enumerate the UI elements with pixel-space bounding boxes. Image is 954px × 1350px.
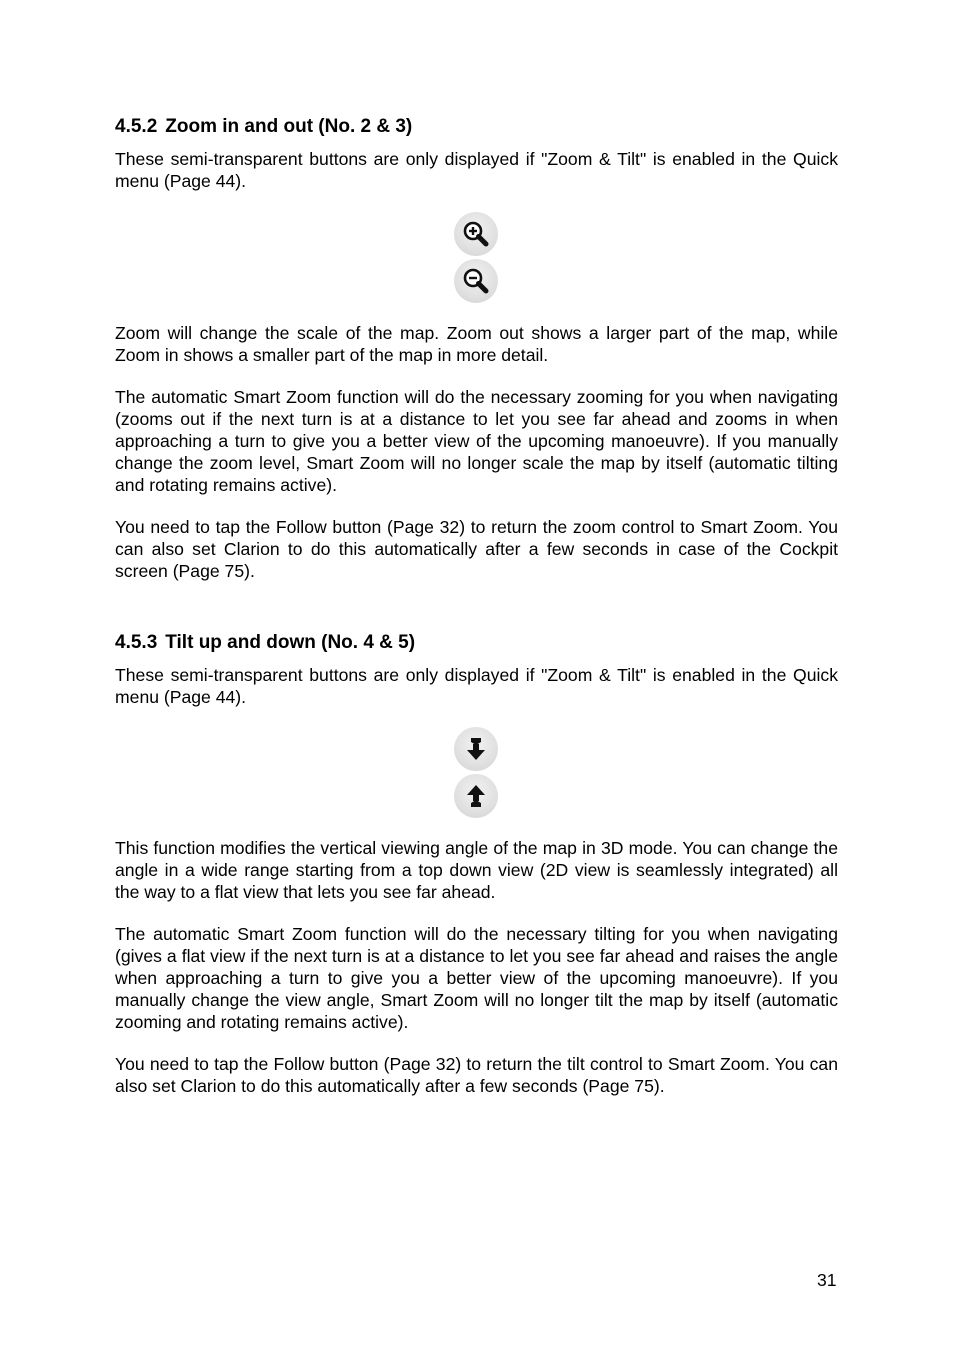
tilt-paragraph-2: The automatic Smart Zoom function will do the necessary tilting for you when navigating (gives a flat view if the next turn is at a distance to let you see far ahead and raises the angle when approaching a turn to give you a better view of the upcoming manoeuvre). If you manually change the view angle, Smart Zoom will no longer tilt the map by itself (automatic zooming and rotating remains active). — [115, 924, 838, 1032]
tilt-buttons-illustration — [454, 727, 500, 821]
section-number: 4.5.3 — [115, 632, 158, 653]
zoom-paragraph-3: You need to tap the Follow button (Page 32) to return the zoom control to Smart Zoom. You can also set Clarion to do this automatically after a few seconds in case of the Cockpit screen (Page 75). — [115, 517, 838, 581]
zoom-paragraph-1: Zoom will change the scale of the map. Zoom out shows a larger part of the map, while Zoom in shows a smaller part of the map in more detail. — [115, 323, 838, 365]
tilt-intro-paragraph: These semi-transparent buttons are only displayed if "Zoom & Tilt" is enabled in the Quick menu (Page 44). — [115, 665, 838, 707]
zoom-buttons-illustration — [454, 212, 500, 306]
page-number: 31 — [817, 1270, 837, 1290]
section-heading-zoom — [115, 115, 838, 139]
zoom-intro-paragraph: These semi-transparent buttons are only displayed if "Zoom & Tilt" is enabled in the Quick menu (Page 44). — [115, 149, 838, 191]
zoom-paragraph-2: The automatic Smart Zoom function will do the necessary zooming for you when navigating (zooms out if the next turn is at a distance to let you see far ahead and zooms in when approaching a turn to give you a better view of the upcoming manoeuvre). If you manually change the zoom level, Smart Zoom will no longer scale the map by itself (automatic tilting and rotating remains active). — [115, 387, 838, 495]
tilt-paragraph-1: This function modifies the vertical viewing angle of the map in 3D mode. You can change the angle in a wide range starting from a top down view (2D view is seamlessly integrated) all the way to a flat view that lets you see far ahead. — [115, 838, 838, 902]
zoom-out-icon — [454, 259, 498, 303]
tilt-paragraph-3: You need to tap the Follow button (Page 32) to return the tilt control to Smart Zoom. You can also set Clarion to do this automatically after a few seconds (Page 75). — [115, 1054, 838, 1096]
tilt-up-icon — [454, 774, 498, 818]
section-title: Zoom in and out (No. 2 & 3) — [165, 116, 413, 137]
zoom-in-icon — [454, 212, 498, 256]
section-number: 4.5.2 — [115, 116, 158, 137]
tilt-down-icon — [454, 727, 498, 771]
section-title: Tilt up and down (No. 4 & 5) — [165, 632, 416, 653]
section-heading-tilt — [115, 631, 838, 655]
